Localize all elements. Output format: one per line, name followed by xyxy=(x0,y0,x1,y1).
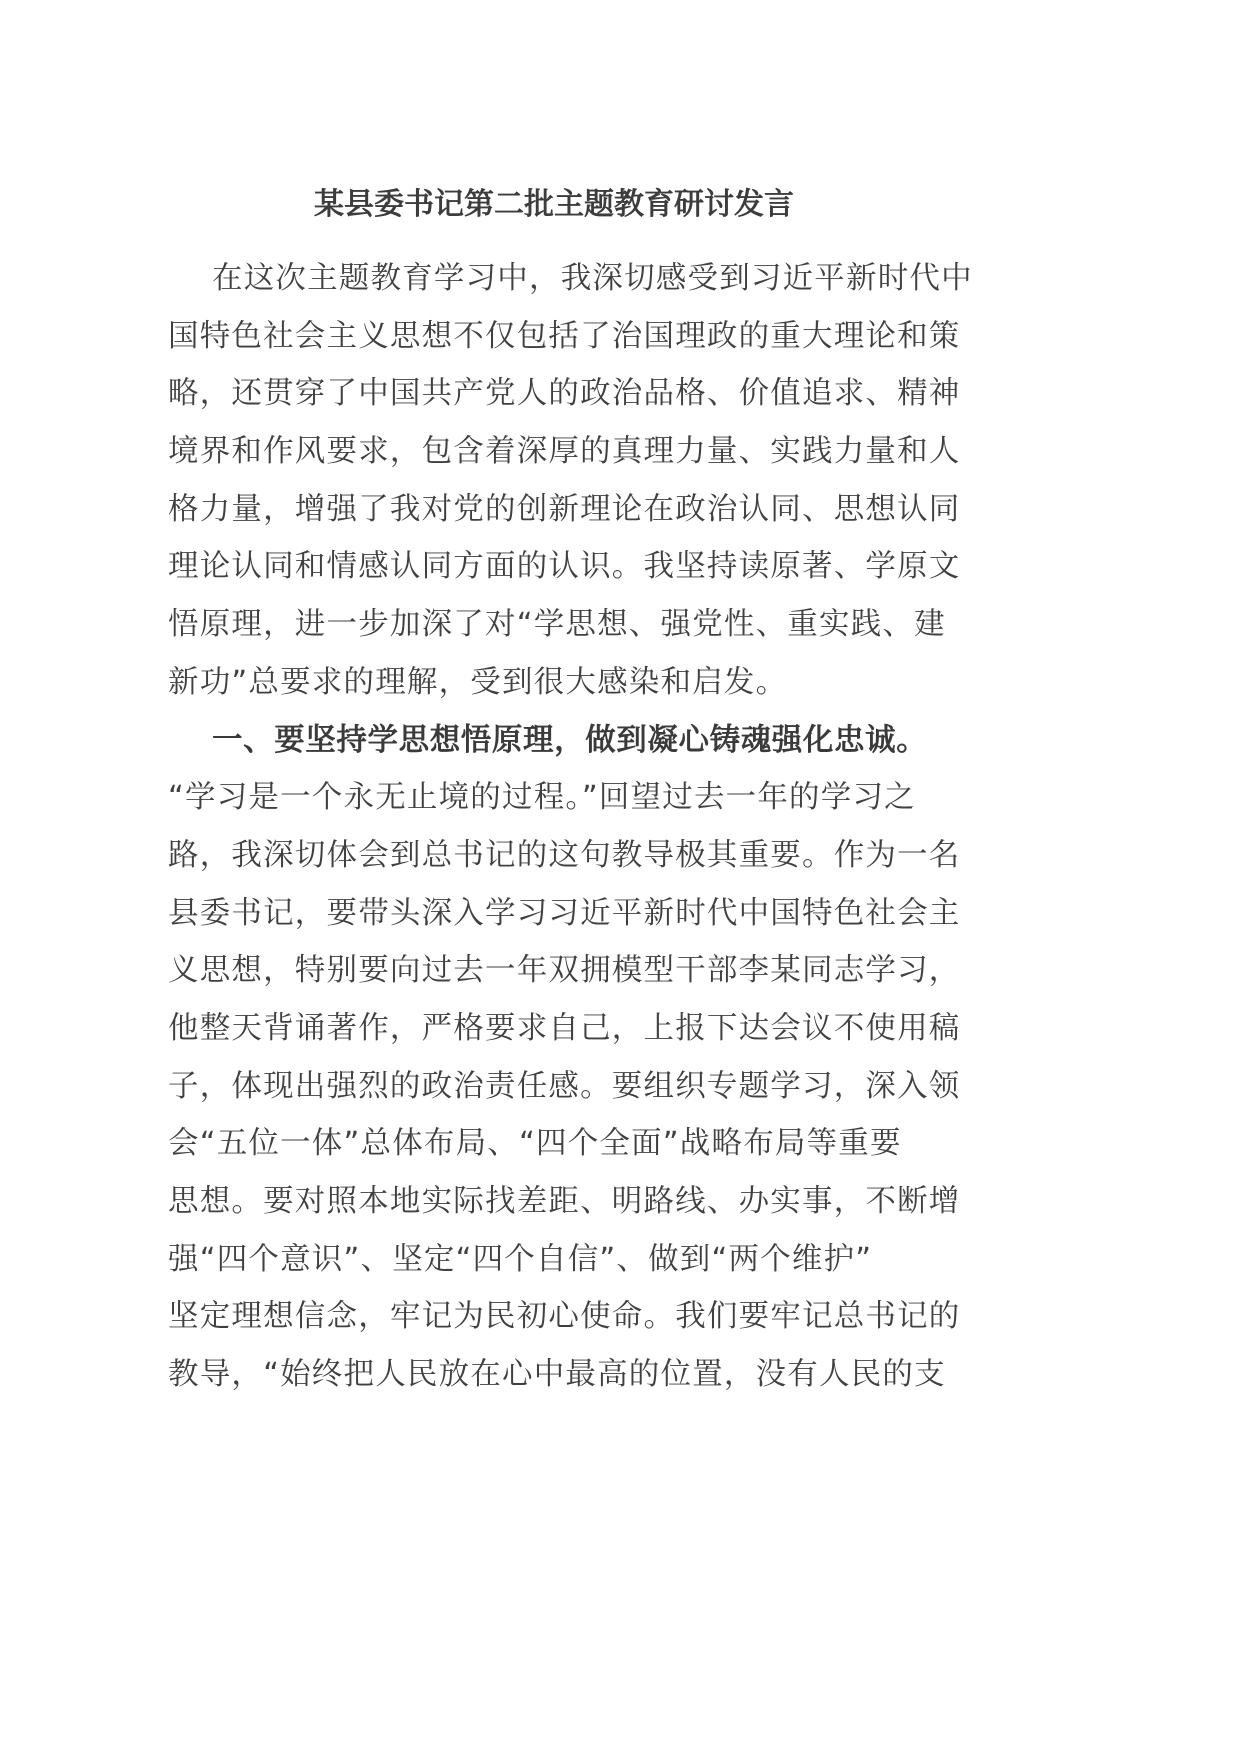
text-line: 子，体现出强烈的政治责任感。要组织专题学习，深入领 xyxy=(168,1068,961,1104)
paragraph-intro xyxy=(168,250,973,712)
text-line: 理论认同和情感认同方面的认识。我坚持读原著、学原文 xyxy=(168,549,961,585)
text-line: 略，还贯穿了中国共产党人的政治品格、价值追求、精神 xyxy=(168,376,961,412)
text-line: 境界和作风要求，包含着深厚的真理力量、实践力量和人 xyxy=(168,434,961,470)
text-line: “学习是一个永无止境的过程。”回望过去一年的学习之 xyxy=(168,780,916,816)
paragraph-section-1 xyxy=(168,769,961,1404)
text-line: 义思想，特别要向过去一年双拥模型干部李某同志学习， xyxy=(168,953,961,989)
text-line: 在这次主题教育学习中，我深切感受到习近平新时代中 xyxy=(212,261,973,296)
text-line: 格力量，增强了我对党的创新理论在政治认同、思想认同 xyxy=(168,491,961,527)
document-title: 某县委书记第二批主题教育研讨发言 xyxy=(314,187,794,222)
text-line: 县委书记，要带头深入学习习近平新时代中国特色社会主 xyxy=(168,895,961,931)
text-line: 他整天背诵著作，严格要求自己，上报下达会议不使用稿 xyxy=(168,1010,961,1046)
text-line: 国特色社会主义思想不仅包括了治国理政的重大理论和策 xyxy=(168,318,961,354)
text-line: 新功”总要求的理解，受到很大感染和启发。 xyxy=(168,664,788,700)
text-line: 教导，“始终把人民放在心中最高的位置，没有人民的支 xyxy=(168,1357,946,1393)
text-line: 悟原理，进一步加深了对“学思想、强党性、重实践、建 xyxy=(168,607,946,643)
section-heading-text: 一、要坚持学思想悟原理，做到凝心铸魂强化忠诚。 xyxy=(212,722,928,758)
text-line: 会“五位一体”总体布局、“四个全面”战略布局等重要 xyxy=(168,1126,902,1162)
text-line: 思想。要对照本地实际找差距、明路线、办实事，不断增 xyxy=(168,1184,961,1219)
section-heading-1 xyxy=(168,712,943,770)
text-line: 强“四个意识”、坚定“四个自信”、做到“两个维护” xyxy=(168,1241,873,1277)
text-line: 路，我深切体会到总书记的这句教导极其重要。作为一名 xyxy=(168,837,961,873)
document-body xyxy=(168,250,973,1404)
text-line: 坚定理想信念，牢记为民初心使命。我们要牢记总书记的 xyxy=(168,1299,961,1335)
